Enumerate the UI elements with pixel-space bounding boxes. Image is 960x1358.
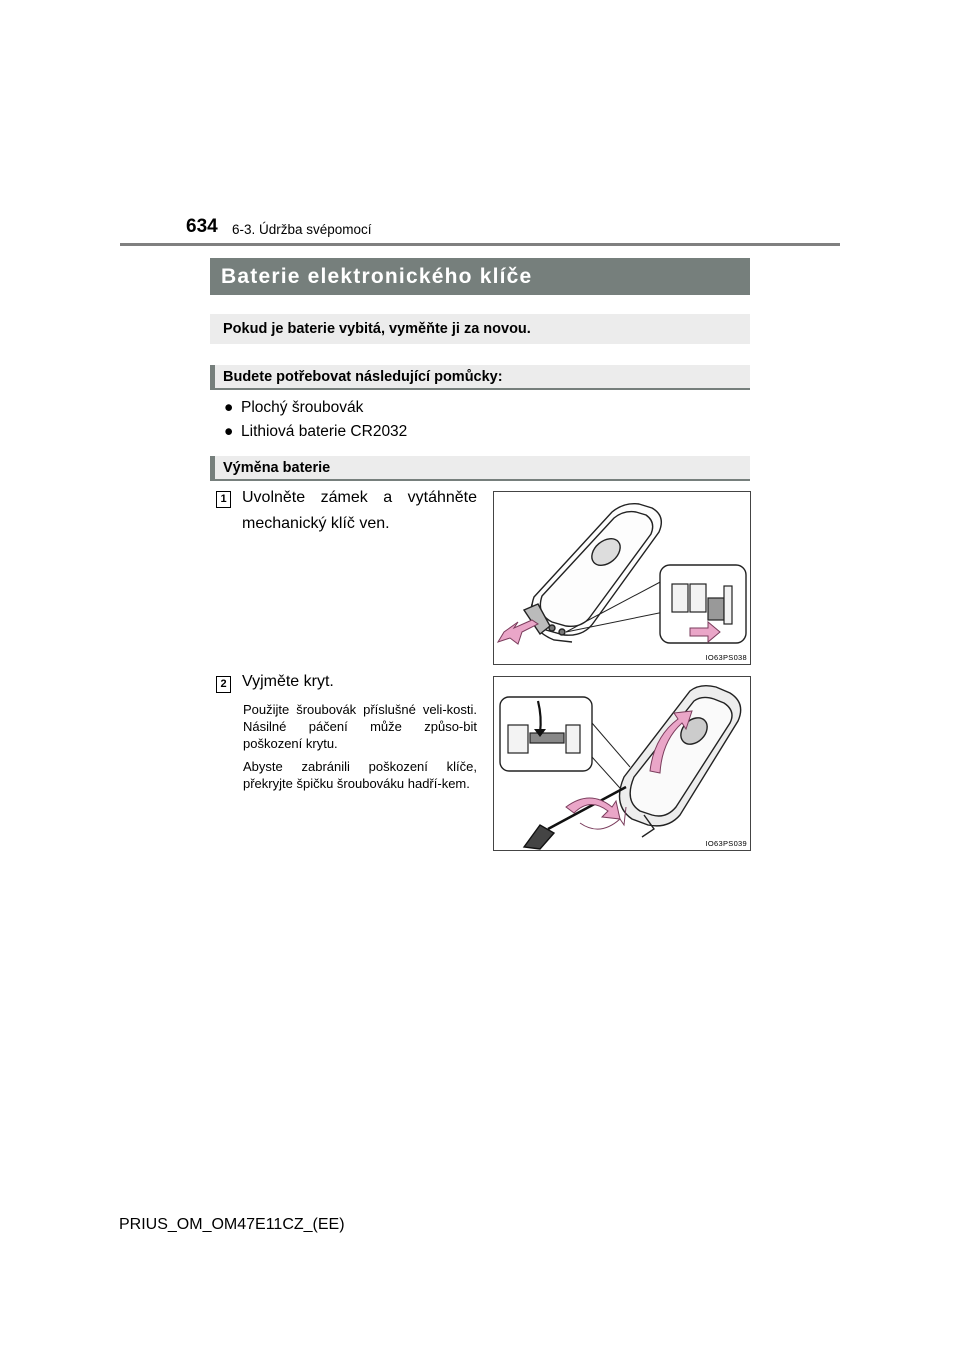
tool-item-label: Plochý šroubovák	[241, 399, 364, 416]
header-divider	[120, 243, 840, 246]
step-text	[242, 485, 477, 537]
replacement-heading: Výměna baterie	[210, 456, 750, 481]
step-note: Abyste zabránili poškození klíče, překryjte špičku šroubováku hadří-kem.	[243, 759, 477, 791]
bullet-icon: ●	[224, 423, 234, 440]
tool-item-label: Lithiová baterie CR2032	[241, 423, 408, 440]
step-text: Vyjměte kryt.	[242, 673, 334, 690]
figure-cover-removal	[493, 676, 751, 851]
cover-removal-illustration	[494, 677, 750, 850]
bullet-icon: ●	[224, 399, 234, 416]
tool-item	[224, 423, 407, 441]
key-release-illustration	[494, 492, 750, 664]
figure-label: IO63PS039	[705, 839, 747, 848]
document-code: PRIUS_OM_OM47E11CZ_(EE)	[119, 1216, 345, 1233]
step-number: 2	[216, 676, 231, 693]
section-reference: 6-3. Údržba svépomocí	[232, 222, 372, 237]
page-number: 634	[186, 216, 218, 237]
step-text-line: mechanický klíč ven.	[242, 515, 390, 532]
figure-key-release	[493, 491, 751, 665]
page-title: Baterie elektronického klíče	[210, 258, 750, 295]
step-number: 1	[216, 491, 231, 508]
step-note: Použijte šroubovák příslušné veli-kosti. Násilné páčení může způso-bit poškození krytu.	[243, 702, 477, 751]
figure-label: IO63PS038	[705, 653, 747, 662]
intro-text: Pokud je baterie vybitá, vyměňte ji za novou.	[210, 314, 750, 344]
step-text-line: Uvolněte zámek a vytáhněte	[242, 489, 477, 506]
tool-item	[224, 399, 363, 417]
tools-heading: Budete potřebovat následující pomůcky:	[210, 365, 750, 390]
